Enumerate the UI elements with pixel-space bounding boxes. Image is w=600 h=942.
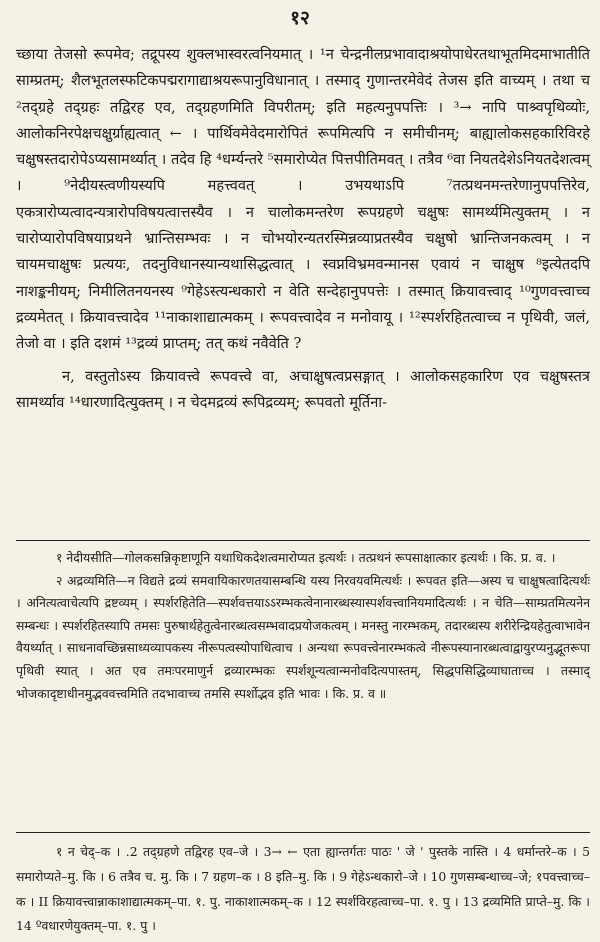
variant-readings-text: १ न चेद्–क । .2 तद्ग्रहणे तद्विरह एव–जे । 3→ ← एता ह्यान्तर्गतः पाठः ' जे ' पुस्तके नास्ति । 4 धर्मान्तरे–क । 5 समारोप्यते–मु. कि । 6 तत्रैव च. मु. कि । 7 ग्रहण–क । 8 इति–मु. कि । 9 गेहेऽन्धकारो–जे । 10 गुणसम्बन्धाच्च–जे; १पवत्त्वाच्च–क । II क्रियावत्त्वान्नाकाशाद्यात्मकम्–पा. १. पु. नाकाशात्मकम्–क । 12 स्पर्शविरहत्वाच्च–पा. १. पु । 13 द्रव्यमिति प्राप्ते–मु. कि । 14 ºवधारणेयुक्तम्–पा. १. पु । [16, 844, 590, 934]
divider-rule [16, 832, 590, 833]
divider-rule [16, 540, 590, 541]
page-number: १२ [290, 7, 310, 29]
commentary-note: १ नेदीयसीति—गोलकसन्निकृष्टाणूनि यथाधिकदेशत्वमारोप्यत इत्यर्थः । तत्प्रथनं रूपसाक्षात्कार इत्यर्थः । कि. प्र. व. । [56, 550, 556, 565]
variant-readings [16, 840, 590, 939]
main-paragraph: च्छाया तेजसो रूपमेव; तद्रूपस्य शुक्लभास्वरत्वनियमात् । ¹न चेन्द्रनीलप्रभावादाश्रयोपाधेरतथाभूतमिदमाभातीति साम्प्रतम्; शैलभूतलस्फटिकपद्मरागाद्याश्रयरूपानुविधानात् । तस्माद् गुणान्तरमेवेदं तेजस इति वाच्यम् । तथा च ²तद्ग्रहे तद्ग्रहः तद्विरह एव, तद्ग्रहणमिति विपरीतम्; इति महत्यनुपपत्तिः । ³→ नापि पाश्र्वपृथिव्योः, आलोकनिरपेक्षचक्षुर्ग्राह्यत्वात् ← । पार्थिवमेवेदमारोपितं रूपमित्यपि न समीचीनम्; बाह्यालोकसहकारिविरहे चक्षुषस्तदारोपेऽप्यसामर्थ्यात् । तदेव हि ⁴धर्म्यन्तरे ⁵समारोप्येत पित्तपीतिमवत् । तत्रैव ⁶वा नियतदेशेऽनियतदेशत्वम् । ⁹नेदीयस्त्वणीयस्यपि महत्त्ववत् । उभयथाऽपि ⁷तत्प्रथनमन्तरेणानुपपत्तिरेव, एकत्रारोप्यत्वादन्यत्रारोपविषयत्वात्तस्यैव । न चालोकमन्तरेण रूपग्रहणे चक्षुषः सामर्थ्यमित्युक्तम् । न चारोप्यारोपविषयाप्रथने भ्रान्तिसम्भवः । न चोभयोरन्यतरस्मिन्नव्याप्रतस्यैव चक्षुषो भ्रान्तिजनकत्वम् । न चायमचाक्षुषः प्रत्ययः, तदनुविधानस्यान्यथासिद्धत्वात् । स्वप्नविभ्रमवन्मानस एवायं न चाक्षुष ⁸इत्येतदपि नाशङ्कनीयम्; निमीलितनयनस्य ⁹गेहेऽस्त्यन्धकारो न वेति सन्देहानुपपत्तेः । तस्मात् क्रियावत्त्वाद् ¹⁰गुणवत्त्वाच्च द्रव्यमेतत् । क्रियावत्त्वादेव ¹¹नाकाशाद्यात्मकम् । रूपवत्त्वादेव न मनोवायू । ¹²स्पर्शरहितत्वाच्च न पृथिवी, जलं, तेजो वा । इति दशमं ¹³द्रव्यं प्राप्तम्; तत् कथं नवैवेति ? [16, 46, 590, 353]
main-paragraph: न, वस्तुतोऽस्य क्रियावत्त्वे रूपवत्त्वे वा, अचाक्षुषत्वप्रसङ्गात् । आलोकसहकारिण एव चक्षुषस्तत्र सामर्थ्याव ¹⁴धारणादित्युक्तम् । न चेदमद्रव्यं रूपिद्रव्यम्; रूपवतो मूर्तिना- [16, 367, 590, 411]
commentary-notes [16, 547, 590, 705]
main-text [16, 42, 590, 416]
commentary-note: २ अद्रव्यमिति—न विद्यते द्रव्यं समवायिकारणतयासम्बन्धि यस्य निरवयवमित्यर्थः । रूपवत इति—अस्य च चाक्षुषत्वादित्यर्थः । अनित्यत्वाचेत्यपि द्रष्टव्यम् । स्पर्शरहितेति—स्पर्शवत्तयाऽऽरम्भकत्वेनानारब्धस्यास्पर्शवत्त्वानियमादित्यर्थः । न चेति—साम्प्रतमित्यनेन सम्बन्धः । स्पर्शरहितस्यापि तमसः पुरुषार्थहेतुत्वेनारब्धत्वसम्भवादप्रयोजकत्वम् । मनस्तु नारम्भकम्, तदारब्धस्य शरीरेन्द्रियहेतुत्वाभावेन वैयर्थ्यात् । साधनावच्छिन्नसाध्यव्यापकस्य नीरूपत्वस्योपाधित्वाच । अन्यथा रूपवत्त्वेनारम्भकत्वे नीरूपस्यानारब्धत्वाद्वायुरप्यनुद्भूतरूपा पृथिवी स्यात् । अत एव तमःपरमाणुर्न द्रव्यारम्भकः स्पर्शशून्यत्वान्मनोवदित्यपास्तम्, सिद्धपसिद्धिव्याघाताच्च । तस्माद् भोजकादृष्टाधीनमुद्भववत्त्वमिति तदभावाच्च तमसि स्पर्शोद्भव इति भावः । कि. प्र. व ॥ [16, 572, 590, 701]
